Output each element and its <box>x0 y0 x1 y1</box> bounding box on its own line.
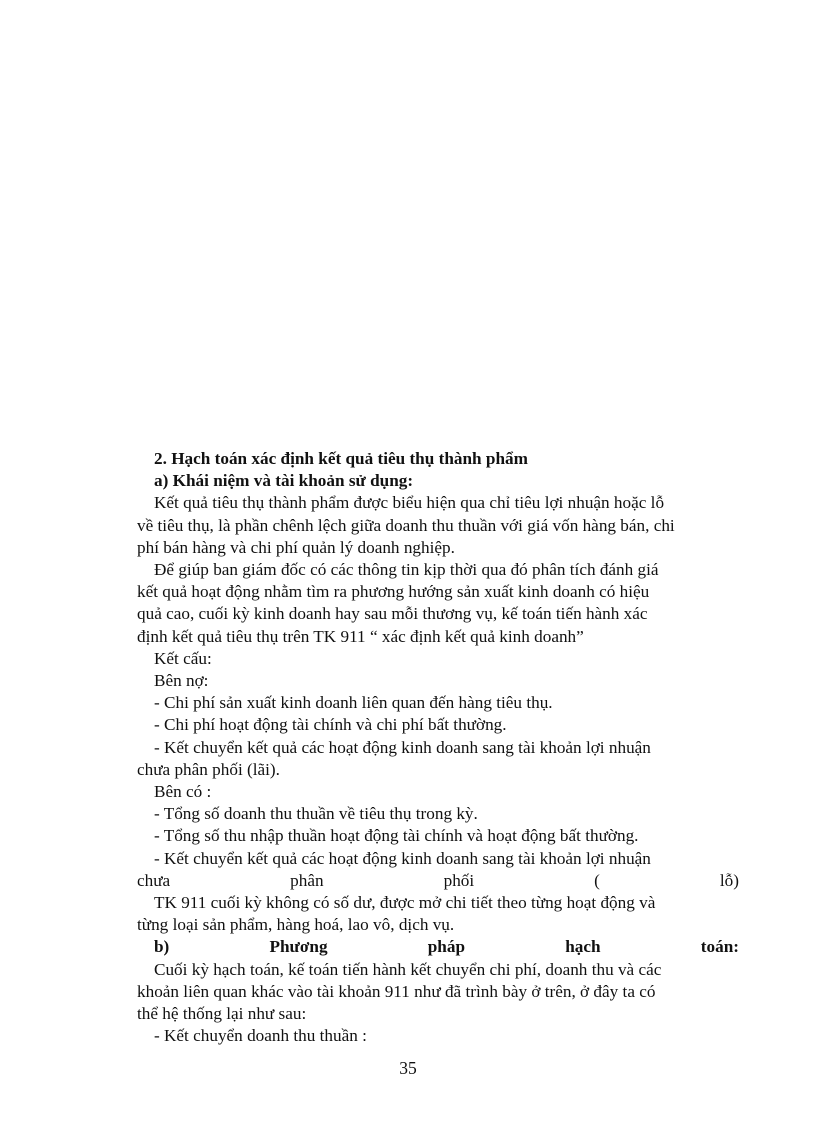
word: toán: <box>700 937 739 957</box>
paragraph-line: Cuối kỳ hạch toán, kế toán tiến hành kết chuyển chi phí, doanh thu và các <box>154 959 662 979</box>
debit-item: chưa phân phối (lãi). <box>137 759 280 779</box>
paragraph-line: kết quả hoạt động nhằm tìm ra phương hướng sản xuất kinh doanh có hiệu <box>137 582 650 602</box>
credit-item: - Kết chuyển kết quả các hoạt động kinh doanh sang tài khoản lợi nhuận <box>154 848 651 868</box>
paragraph-line: Kết quả tiêu thụ thành phẩm được biểu hiện qua chỉ tiêu lợi nhuận hoặc lỗ <box>154 493 665 513</box>
subheading-method <box>137 936 739 958</box>
paragraph-line: TK 911 cuối kỳ không có số dư, được mở chi tiết theo từng hoạt động và <box>154 893 656 913</box>
paragraph-line: về tiêu thụ, là phần chênh lệch giữa doanh thu thuần với giá vốn hàng bán, chi <box>137 515 675 535</box>
word: b) <box>154 937 170 957</box>
debit-side-label: Bên nợ: <box>154 671 209 691</box>
word: pháp <box>427 937 466 957</box>
word: lỗ) <box>719 870 739 890</box>
credit-item: - Tổng số doanh thu thuần về tiêu thụ trong kỳ. <box>154 804 478 824</box>
word: phân <box>290 870 324 890</box>
credit-item-justified-line <box>137 870 739 892</box>
word: Phương <box>269 937 328 957</box>
subheading-concept: a) Khái niệm và tài khoản sử dụng: <box>154 471 414 491</box>
credit-item: - Tổng số thu nhập thuần hoạt động tài chính và hoạt động bất thường. <box>154 826 639 846</box>
paragraph-line: khoản liên quan khác vào tài khoản 911 như đã trình bày ở trên, ở đây ta có <box>137 981 656 1001</box>
structure-label: Kết cấu: <box>154 648 212 668</box>
paragraph-line: Để giúp ban giám đốc có các thông tin kịp thời qua đó phân tích đánh giá <box>154 560 659 580</box>
paragraph-line: - Kết chuyển doanh thu thuần : <box>154 1026 367 1046</box>
word: hạch <box>565 937 601 957</box>
debit-item: - Kết chuyển kết quả các hoạt động kinh doanh sang tài khoản lợi nhuận <box>154 737 651 757</box>
paragraph-line: từng loại sản phẩm, hàng hoá, lao vô, dịch vụ. <box>137 915 455 935</box>
paragraph-line: phí bán hàng và chi phí quản lý doanh nghiệp. <box>137 537 455 557</box>
page-number: 35 <box>399 1058 417 1078</box>
debit-item: - Chi phí hoạt động tài chính và chi phí bất thường. <box>154 715 507 735</box>
debit-item: - Chi phí sản xuất kinh doanh liên quan đến hàng tiêu thụ. <box>154 693 553 713</box>
credit-side-label: Bên có : <box>154 782 212 802</box>
page-body <box>137 448 739 1047</box>
word: phối <box>443 870 475 890</box>
paragraph-line: định kết quả tiêu thụ trên TK 911 “ xác định kết quả kinh doanh” <box>137 626 584 646</box>
word: chưa <box>137 870 171 890</box>
paragraph-line: thể hệ thống lại như sau: <box>137 1004 307 1024</box>
paragraph-line: quả cao, cuối kỳ kinh doanh hay sau mỗi thương vụ, kế toán tiến hành xác <box>137 604 648 624</box>
section-heading: 2. Hạch toán xác định kết quả tiêu thụ thành phẩm <box>154 449 528 468</box>
word: ( <box>594 870 600 890</box>
